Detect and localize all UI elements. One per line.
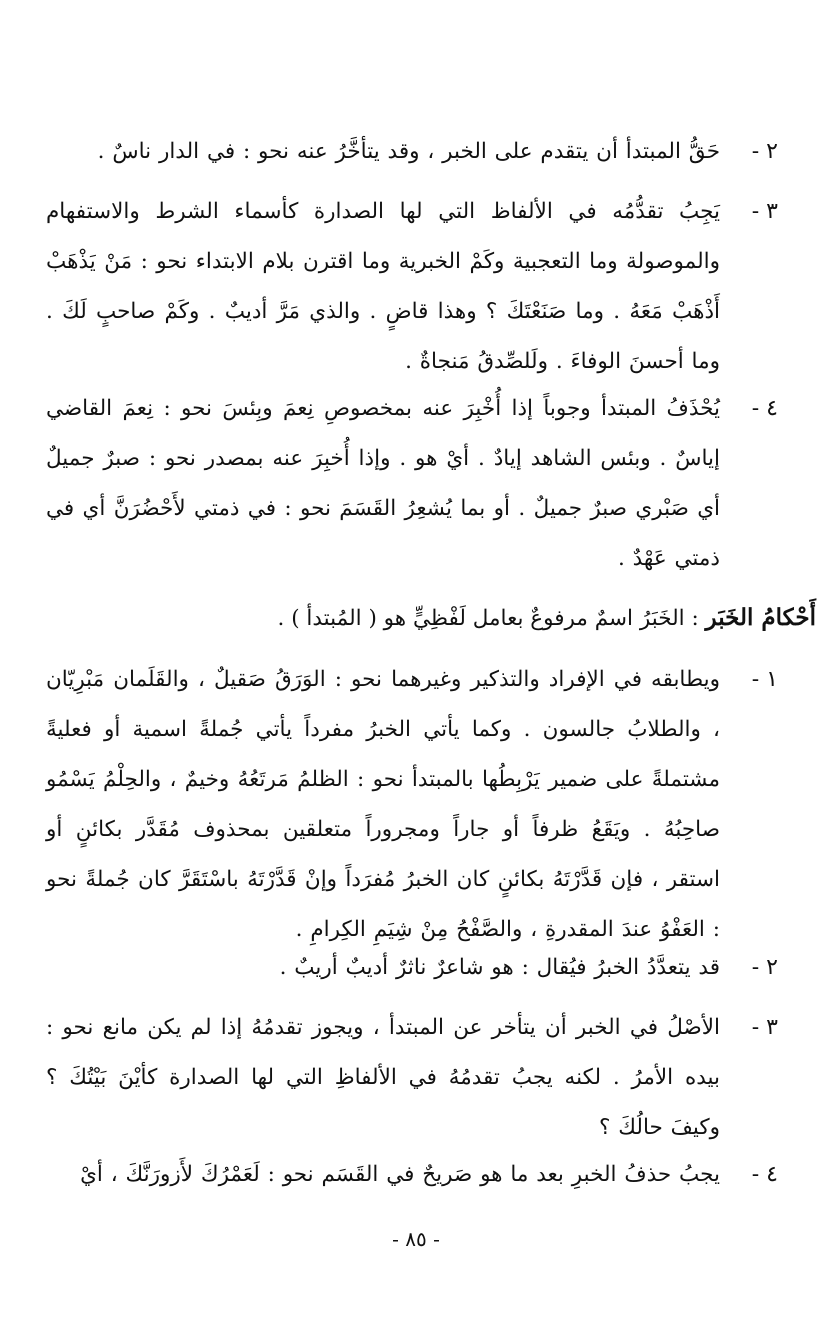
section-definition: : الخَبَرُ اسمٌ مرفوعٌ بعامل لَفْظِيٍّ هو ( المُبتدأ ) . [277, 606, 699, 631]
rule-number: ٢ - [751, 139, 778, 164]
rule-text: الأصْلُ في الخبر أن يتأخر عن المبتدأ ، ويجوز تقدمُهُ إذا لم يكن مانع نحو : بيده الأمرُ . لكنه يجبُ تقدمُهُ في الألفاظِ التي لها الصدارة كأيْنَ بَيْتُكَ ؟ وكيفَ حالُكَ ؟ [46, 1015, 720, 1140]
rule-text: يجبُ حذفُ الخبرِ بعد ما هو صَريحٌ في القَسَم نحو : لَعَمْرُكَ لأَزورَنَّكَ ، أيْ [80, 1162, 720, 1187]
page-number: - ٨٥ - [392, 1227, 440, 1251]
rule-text: يُحْذَفُ المبتدأ وجوباً إذا أُخْبِرَ عنه بمخصوصِ نِعمَ وبِئسَ نحو : نِعمَ القاضي إياسٌ . وبئس الشاهد إيادٌ . أيْ هو . وإذا أُخبِرَ عنه بمصدر نحو : صبرٌ جميلٌ أي صَبْري صبرٌ جميلٌ . أو بما يُشعِرُ القَسَمَ نحو : في ذمتي لأَحْضُرَنَّ أي في ذمتي عَهْدٌ . [46, 396, 721, 571]
rule-number: ٣ - [751, 1015, 778, 1040]
rule-number: ٣ - [751, 199, 778, 224]
rule-number: ٤ - [751, 396, 778, 421]
mubtada-rule-3 [46, 187, 778, 387]
rule-number: ١ - [751, 667, 778, 692]
khabar-rule-1 [46, 655, 778, 955]
khabar-section-heading-line [46, 593, 816, 644]
mubtada-rule-2 [46, 127, 778, 177]
rule-text: حَقُّ المبتدأ أن يتقدم على الخبر ، وقد يتأخَّرُ عنه نحو : في الدار ناسٌ . [97, 139, 720, 164]
rule-text: يَجِبُ تقدُّمُه في الألفاظ التي لها الصدارة كأسماء الشرط والاستفهام والموصولة وما التعجبية وكَمْ الخبرية وما اقترن بلام الابتداء نحو : مَنْ يَذْهَبْ أَذْهَبْ مَعَهُ . وما صَنَعْتَكَ ؟ وهذا قاضٍ . والذي مَرَّ أديبٌ . وكَمْ صاحبٍ لَكَ . وما أحسنَ الوفاءَ . ولَلصِّدقُ مَنجاةٌ . [46, 199, 720, 374]
khabar-rule-3 [46, 1003, 778, 1153]
khabar-rule-4 [46, 1150, 778, 1200]
rule-number: ٤ - [751, 1162, 778, 1187]
section-heading: أَحْكامُ الخَبَر [705, 604, 816, 631]
khabar-rule-2 [46, 943, 778, 993]
rule-text: ويطابقه في الإفراد والتذكير وغيرهما نحو : الوَرَقُ صَقيلٌ ، والقَلَمان مَبْرِيّان ، والطلابُ جالسون . وكما يأتي الخبرُ مفرداً يأتي جُملةً اسمية أو فعليةً مشتملةً على ضمير يَرْبِطُها بالمبتدأ نحو : الظلمُ مَرتَعُهُ وخيمٌ ، والحِلْمُ يَسْمُو صاحِبُهُ . ويَقَعُ ظرفاً أو جاراً ومجروراً متعلقين بمحذوف مُقَدَّر بكائنٍ أو استقر ، فإن قَدَّرْتَهُ بكائنٍ كان الخبرُ مُفرَداً وإنْ قَدَّرْتَهُ باسْتَقَرَّ كان جُملةً نحو : العَفْوُ عندَ المقدرةِ ، والصَّفْحُ مِنْ شِيَمِ الكِرامِ . [46, 667, 720, 942]
rule-text: قد يتعدَّدُ الخبرُ فيُقال : هو شاعرٌ ناثرٌ أديبٌ أريبٌ . [279, 955, 720, 980]
mubtada-rule-4 [46, 384, 778, 584]
rule-number: ٢ - [751, 955, 778, 980]
